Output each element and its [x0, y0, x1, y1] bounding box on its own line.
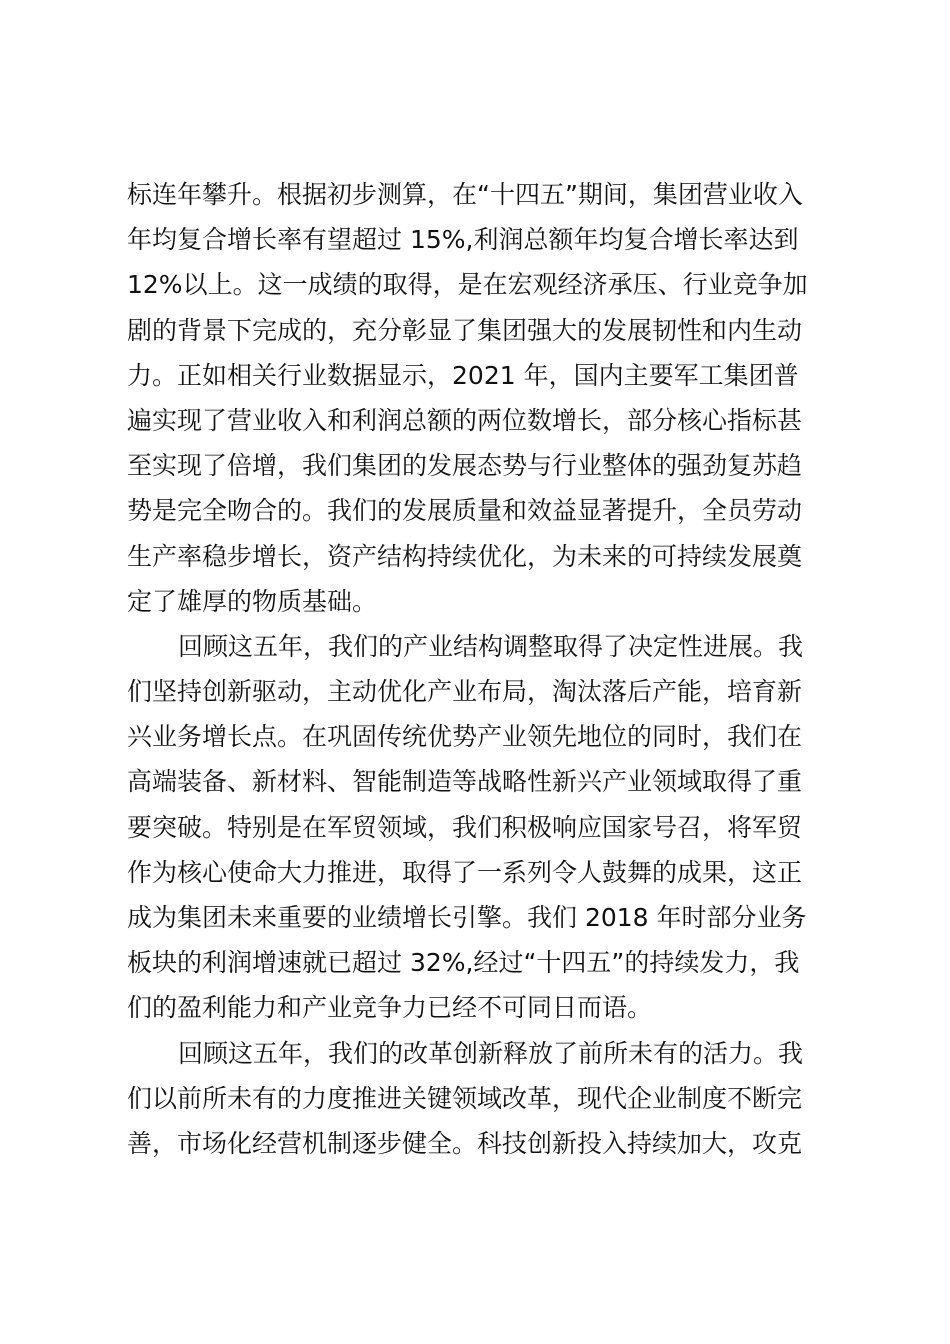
- paragraph-first-line: 回顾这五年，我们的产业结构调整取得了决定性进展。我: [178, 631, 804, 661]
- text-line: 善，市场化经营机制逐步健全。科技创新投入持续加大，攻克: [127, 1128, 803, 1158]
- text-line: 们以前所未有的力度推进关键领域改革，现代企业制度不断完: [127, 1083, 803, 1113]
- text-line: 定了雄厚的物质基础。: [127, 586, 378, 616]
- text-line: 年均复合增长率有望超过 15%,利润总额年均复合增长率达到: [127, 225, 799, 255]
- paragraph-first-line: 回顾这五年，我们的改革创新释放了前所未有的活力。我: [178, 1038, 804, 1068]
- text-line: 力。正如相关行业数据显示，2021 年，国内主要军工集团普: [127, 360, 799, 390]
- text-line: 作为核心使命大力推进，取得了一系列令人鼓舞的成果，这正: [127, 857, 803, 887]
- text-line: 要突破。特别是在军贸领域，我们积极响应国家号召，将军贸: [127, 812, 803, 842]
- text-line: 剧的背景下完成的，充分彰显了集团强大的发展韧性和内生动: [127, 315, 803, 345]
- text-line: 成为集团未来重要的业绩增长引擎。我们 2018 年时部分业务: [127, 903, 807, 932]
- text-line: 标连年攀升。根据初步测算，在“十四五”期间，集团营业收入: [127, 180, 803, 209]
- text-line: 兴业务增长点。在巩固传统优势产业领先地位的同时，我们在: [127, 722, 803, 752]
- text-line: 们的盈利能力和产业竞争力已经不可同日而语。: [127, 993, 653, 1023]
- text-line: 12%以上。这一成绩的取得，是在宏观经济承压、行业竞争加: [127, 270, 808, 300]
- text-line: 遍实现了营业收入和利润总额的两位数增长，部分核心指标甚: [127, 405, 803, 435]
- text-line: 生产率稳步增长，资产结构持续优化，为未来的可持续发展奠: [127, 541, 803, 571]
- text-line: 高端装备、新材料、智能制造等战略性新兴产业领域取得了重: [127, 767, 803, 797]
- text-line: 势是完全吻合的。我们的发展质量和效益显著提升，全员劳动: [127, 496, 803, 526]
- document-body: [127, 172, 827, 1166]
- text-line: 们坚持创新驱动，主动优化产业布局，淘汰落后产能，培育新: [127, 677, 803, 707]
- text-line: 至实现了倍增，我们集团的发展态势与行业整体的强劲复苏趋: [127, 451, 803, 481]
- text-line: 板块的利润增速就已超过 32%,经过“十四五”的持续发力，我: [127, 948, 800, 978]
